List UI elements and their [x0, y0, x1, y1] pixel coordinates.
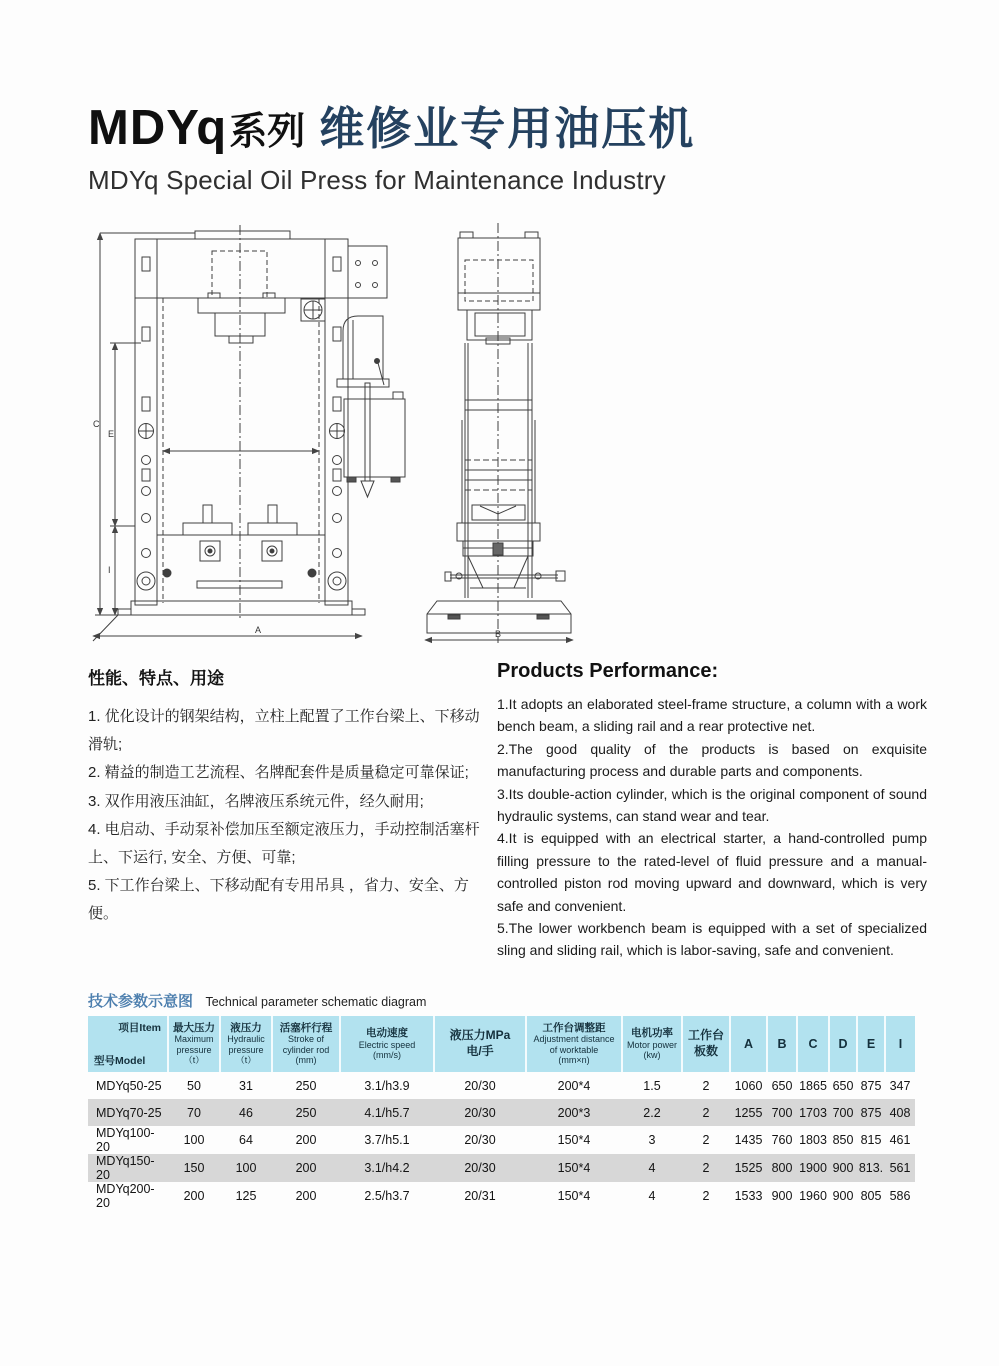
table-cell: 20/30 [434, 1099, 526, 1126]
col-header-item-model [88, 1016, 168, 1072]
table-cell: 700 [829, 1099, 857, 1126]
front-view-drawing [85, 213, 415, 653]
table-row [88, 1072, 915, 1099]
table-cell: 813. [857, 1154, 885, 1182]
side-view-dimensions [425, 629, 573, 640]
spec-table [88, 1016, 915, 1210]
side-view-bracket [445, 523, 565, 588]
table-cell: 1803 [799, 1133, 827, 1147]
spec-table-wrap [88, 1016, 915, 1210]
front-view-cylinder [198, 251, 325, 343]
dim-label-E: E [108, 429, 115, 439]
col-header-max-pressure: 最大压力 Maximum pressure （t） [168, 1016, 220, 1072]
dim-label-C: C [93, 419, 100, 429]
tech-table-title [88, 990, 426, 1011]
table-cell: 2 [682, 1099, 730, 1126]
col-header-motor-power: 电机功率 Motor power (kw) [622, 1016, 682, 1072]
page-subtitle: MDYq Special Oil Press for Maintenance Industry [88, 165, 666, 195]
features-heading-cn: 性能、特点、用途 [88, 669, 224, 688]
table-cell: 900 [829, 1154, 857, 1182]
table-cell: 650 [771, 1078, 793, 1093]
performance-heading-en: Products Performance: [497, 660, 719, 682]
table-cell: 1255 [730, 1099, 767, 1126]
table-cell: 2.2 [622, 1099, 682, 1126]
table-cell: 100 [183, 1133, 205, 1147]
performance-item-en: 2.The good quality of the products is based on exquisite manufacturing process and durable parts and components. [497, 740, 927, 780]
dim-label-B: B [495, 629, 502, 639]
table-cell: 250 [272, 1099, 340, 1126]
table-row [88, 1182, 915, 1210]
title-product-cn: 维修业专用油压机 [319, 103, 696, 154]
table-cell: 2 [702, 1133, 710, 1147]
item-label: 项目Item [118, 1022, 161, 1034]
page-title [88, 92, 695, 157]
table-cell: 46 [220, 1099, 272, 1126]
table-cell: 1533 [734, 1189, 763, 1203]
table-cell: 70 [168, 1099, 220, 1126]
table-cell: 2.5/h3.7 [364, 1189, 410, 1203]
table-cell: 4.1/h5.7 [340, 1099, 434, 1126]
side-view-drawing [415, 213, 665, 653]
col-header-dim-a: A [730, 1016, 767, 1072]
table-header-row [88, 1016, 915, 1072]
table-cell: 1060 [734, 1078, 763, 1093]
table-cell: 875 [857, 1099, 885, 1126]
table-cell: 2 [702, 1078, 710, 1093]
table-cell: 408 [885, 1099, 915, 1126]
table-cell: 800 [767, 1154, 797, 1182]
table-cell-model: MDYq50-25 [96, 1078, 162, 1093]
col-header-dim-e: E [857, 1016, 885, 1072]
col-header-stroke: 活塞杆行程 Stroke of cylinder rod (mm) [272, 1016, 340, 1072]
table-cell: 20/31 [464, 1189, 496, 1203]
table-cell: 1435 [734, 1133, 763, 1147]
model-label: 型号Model [94, 1055, 146, 1067]
table-cell: 3.1/h4.2 [340, 1154, 434, 1182]
table-cell: 200 [183, 1189, 205, 1203]
table-cell: 1525 [730, 1154, 767, 1182]
table-cell: 150*4 [557, 1189, 591, 1203]
tech-table-title-en: Technical parameter schematic diagram [205, 995, 427, 1009]
dim-label-I: I [108, 565, 111, 575]
feature-item-cn: 2. 精益的制造工艺流程、名牌配套件是质量稳定可靠保证; [88, 764, 469, 782]
col-header-hydraulic-pressure: 液压力 Hydraulic pressure （t） [220, 1016, 272, 1072]
front-view-pump-unit [337, 246, 405, 497]
table-cell: 250 [295, 1078, 317, 1093]
front-view-base [118, 601, 365, 615]
page-title-block [88, 92, 695, 196]
table-cell: 125 [235, 1189, 257, 1203]
title-model-name: MDYq [88, 101, 228, 155]
front-view-frame [135, 231, 348, 605]
col-header-dim-c: C [797, 1016, 829, 1072]
table-cell: 1960 [799, 1189, 827, 1203]
table-cell: 150*4 [557, 1133, 591, 1147]
table-row [88, 1154, 915, 1182]
col-header-dim-b: B [767, 1016, 797, 1072]
table-cell: 815 [860, 1133, 882, 1147]
col-header-adjustment-distance: 工作台调整距 Adjustment distance of worktable (mm×n) [526, 1016, 622, 1072]
table-cell: 20/30 [464, 1078, 496, 1093]
side-view-head [458, 232, 540, 344]
table-cell: 200 [272, 1154, 340, 1182]
performance-item-en: 3.Its double-action cylinder, which is the original component of sound hydraulic systems, can stand wear and tear. [497, 785, 927, 824]
table-cell: 700 [767, 1099, 797, 1126]
feature-item-cn: 3. 双作用液压油缸，名牌液压系统元件，经久耐用; [88, 792, 424, 810]
front-view-worktable [157, 451, 325, 588]
table-cell: 200*3 [526, 1099, 622, 1126]
performance-item-en: 5.The lower workbench beam is equipped with a set of specialized sling and sliding rail, which is labor-saving, safe and convenient. [497, 919, 927, 959]
table-cell: 3.1/h3.9 [364, 1078, 410, 1093]
table-cell: 3 [648, 1133, 656, 1147]
table-cell: 4 [648, 1189, 656, 1203]
table-cell: 150 [168, 1154, 220, 1182]
table-cell: 760 [771, 1133, 793, 1147]
table-cell: 1703 [797, 1099, 829, 1126]
table-cell: 2 [702, 1189, 710, 1203]
feature-item-cn: 1. 优化设计的钢架结构，立柱上配置了工作台梁上、下移动滑轨; [88, 708, 480, 754]
table-cell: 4 [622, 1154, 682, 1182]
table-cell: 347 [889, 1078, 911, 1093]
table-cell: 3.7/h5.1 [364, 1133, 410, 1147]
table-cell: 805 [860, 1189, 882, 1203]
col-header-electric-speed: 电动速度 Electric speed (mm/s) [340, 1016, 434, 1072]
features-section-cn [88, 664, 492, 929]
table-cell: 2 [682, 1154, 730, 1182]
table-cell: 20/30 [434, 1154, 526, 1182]
table-cell: 900 [832, 1189, 854, 1203]
col-header-dim-i: I [885, 1016, 915, 1072]
table-cell: 1865 [799, 1078, 827, 1093]
table-cell: 31 [239, 1078, 253, 1093]
table-cell: 200 [295, 1189, 317, 1203]
col-header-worktable-plates: 工作台 板数 [682, 1016, 730, 1072]
dim-label-A: A [255, 625, 262, 635]
performance-item-en: 1.It adopts an elaborated steel-frame structure, a column with a work bench beam, a sliding rail and a rear protective net. [497, 696, 927, 735]
col-header-fluid-pressure-mpa: 液压力MPa 电/手 [434, 1016, 526, 1072]
table-cell: 1.5 [643, 1078, 661, 1093]
table-row [88, 1099, 915, 1126]
tech-table-title-cn: 技术参数示意图 [88, 993, 194, 1010]
table-cell: 50 [187, 1078, 201, 1093]
table-cell: 561 [885, 1154, 915, 1182]
table-cell-model: MDYq100-20 [96, 1126, 155, 1154]
table-cell: 875 [860, 1078, 882, 1093]
col-header-dim-d: D [829, 1016, 857, 1072]
table-cell-model: MDYq150-20 [88, 1154, 168, 1182]
table-cell-model: MDYq200-20 [96, 1182, 155, 1210]
table-cell-model: MDYq70-25 [88, 1099, 168, 1126]
table-cell: 1900 [797, 1154, 829, 1182]
table-cell: 150*4 [526, 1154, 622, 1182]
features-section-en [497, 660, 927, 962]
front-view-dimensions [93, 233, 362, 641]
table-cell: 64 [239, 1133, 253, 1147]
table-cell: 650 [832, 1078, 854, 1093]
table-cell: 20/30 [464, 1133, 496, 1147]
table-cell: 586 [889, 1189, 911, 1203]
title-series-cn: 系列 [229, 111, 306, 153]
table-cell: 900 [771, 1189, 793, 1203]
feature-item-cn: 4. 电启动、手动泵补偿加压至额定液压力，手动控制活塞杆上、下运行, 安全、方便、可靠; [88, 820, 480, 866]
table-cell: 850 [832, 1133, 854, 1147]
table-cell: 100 [220, 1154, 272, 1182]
table-cell: 461 [889, 1133, 911, 1147]
table-row [88, 1126, 915, 1154]
table-cell: 200*4 [557, 1078, 591, 1093]
performance-item-en: 4.It is equipped with an electrical starter, a hand-controlled pump filling pressure to the rated-level of fluid pressure and a manual-controlled piston rod moving upward and downward, which is very safe and convenient. [497, 830, 927, 914]
table-cell: 200 [295, 1133, 317, 1147]
feature-item-cn: 5. 下工作台梁上、下移动配有专用吊具 ，省力、安全、方便。 [88, 877, 469, 923]
